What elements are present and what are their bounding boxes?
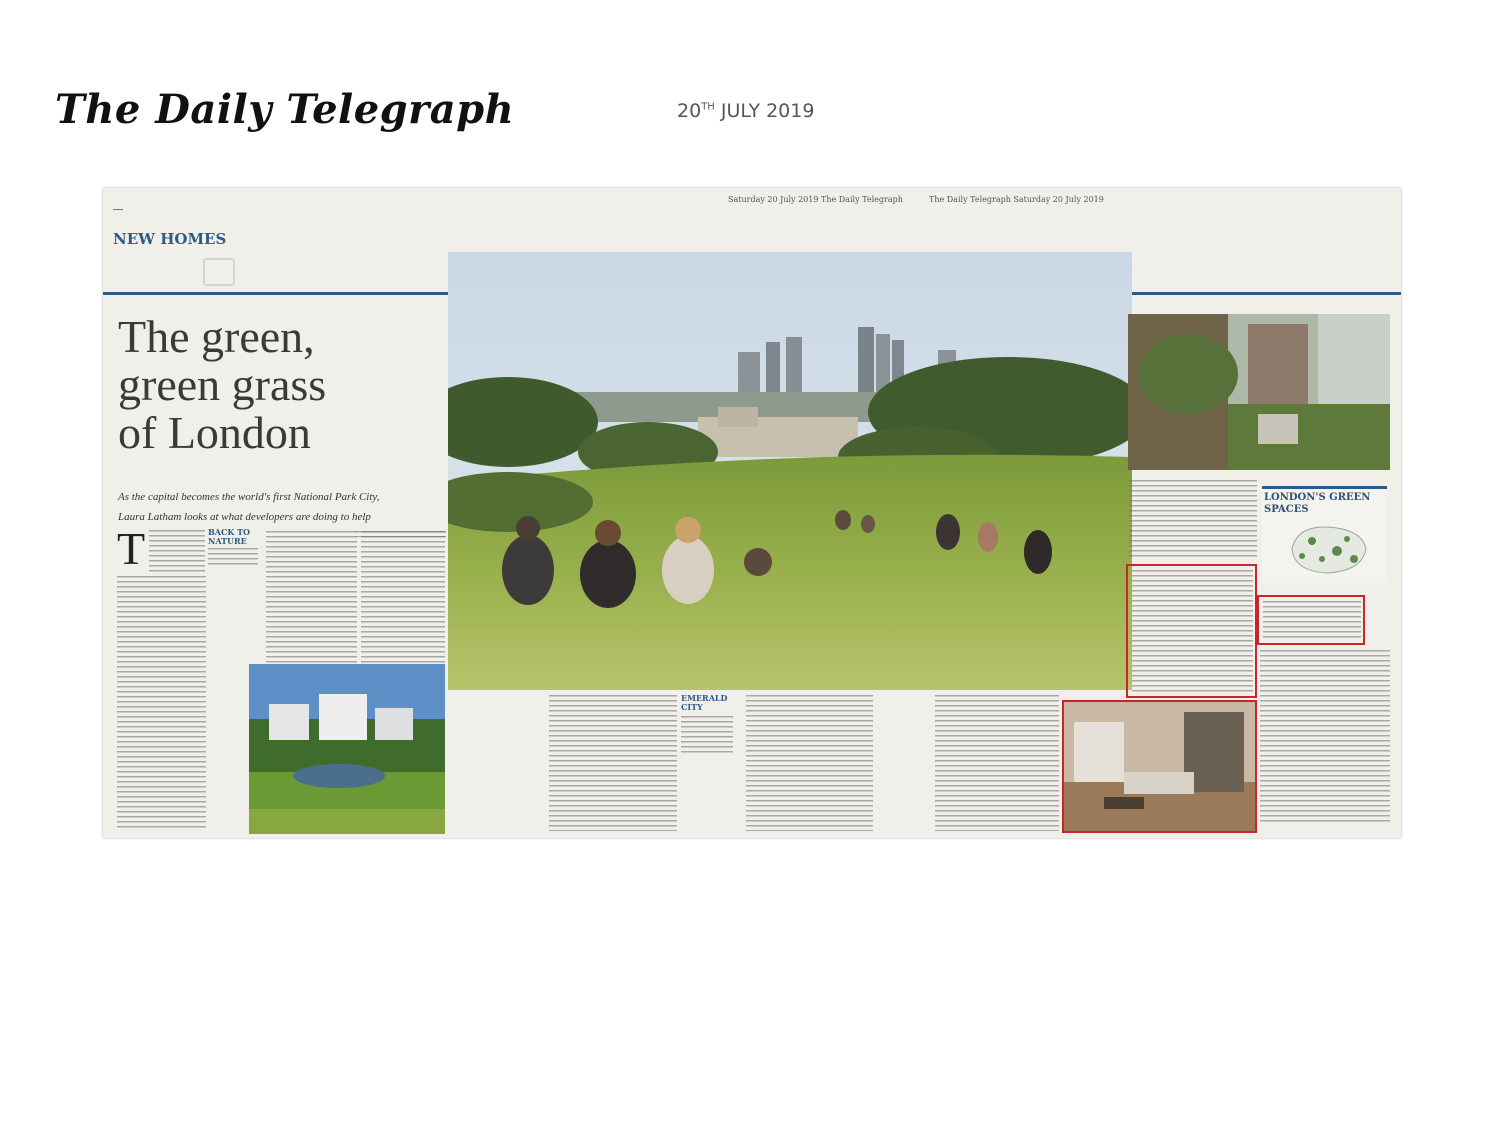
hero-photo-svg — [448, 252, 1132, 690]
hero-photo-greenwich-park — [448, 252, 1132, 690]
newspaper-spread — [103, 188, 1401, 838]
article-standfirst: As the capital becomes the world's first National Park City, — [118, 491, 380, 503]
folio-right: The Daily Telegraph Saturday 20 July 2019 — [929, 195, 1104, 204]
text-column-5 — [746, 695, 873, 831]
green-spaces-box — [1262, 486, 1387, 583]
sidebar-caption-mid: EMERALD CITY — [681, 693, 728, 712]
clipping-date: 20TH JULY 2019 — [677, 100, 815, 122]
text-column-1 — [117, 576, 206, 830]
ghost-icon — [203, 258, 235, 286]
section-rule-right — [1123, 292, 1401, 295]
caption-text-mid — [681, 716, 733, 756]
balcony-photo-svg — [1128, 314, 1390, 470]
riverside-photo-svg — [249, 664, 445, 834]
highlight-box-right — [1257, 595, 1365, 645]
text-column-2 — [266, 531, 357, 681]
text-column-8 — [1260, 650, 1390, 825]
folio-left: Saturday 20 July 2019 The Daily Telegraph — [728, 195, 903, 204]
text-column-7-top — [1129, 480, 1257, 558]
sidebar-caption-left-wrap — [208, 528, 264, 546]
interior-photo-svg — [1064, 702, 1255, 831]
green-spaces-title: LONDON'S GREEN SPACES — [1264, 492, 1371, 515]
section-rule-left — [103, 292, 448, 295]
highlight-text — [1132, 570, 1253, 694]
text-column-3-top — [356, 531, 446, 537]
top-mark — [113, 209, 123, 210]
highlight-text-right — [1263, 601, 1361, 641]
text-column-3 — [361, 531, 445, 681]
london-map-icon — [1282, 521, 1372, 577]
drop-cap: T — [117, 523, 146, 574]
article-headline: The green, green grass of London — [118, 311, 327, 458]
article-byline: Laura Latham looks at what developers are doing to help — [118, 511, 371, 523]
photo-balcony-garden — [1128, 314, 1390, 470]
text-block-intro — [149, 530, 205, 572]
photo-riverside-development — [249, 664, 445, 834]
newspaper-masthead: The Daily Telegraph — [55, 86, 515, 133]
sidebar-caption-mid-wrap — [681, 694, 743, 712]
text-column-4 — [549, 695, 677, 831]
text-column-6 — [935, 695, 1059, 831]
caption-text-left — [208, 548, 258, 568]
photo-interior-living-room — [1062, 700, 1257, 833]
section-label: NEW HOMES — [113, 230, 227, 248]
highlight-box-quote — [1126, 564, 1257, 698]
sidebar-caption-left: BACK TO NATURE — [208, 527, 250, 546]
